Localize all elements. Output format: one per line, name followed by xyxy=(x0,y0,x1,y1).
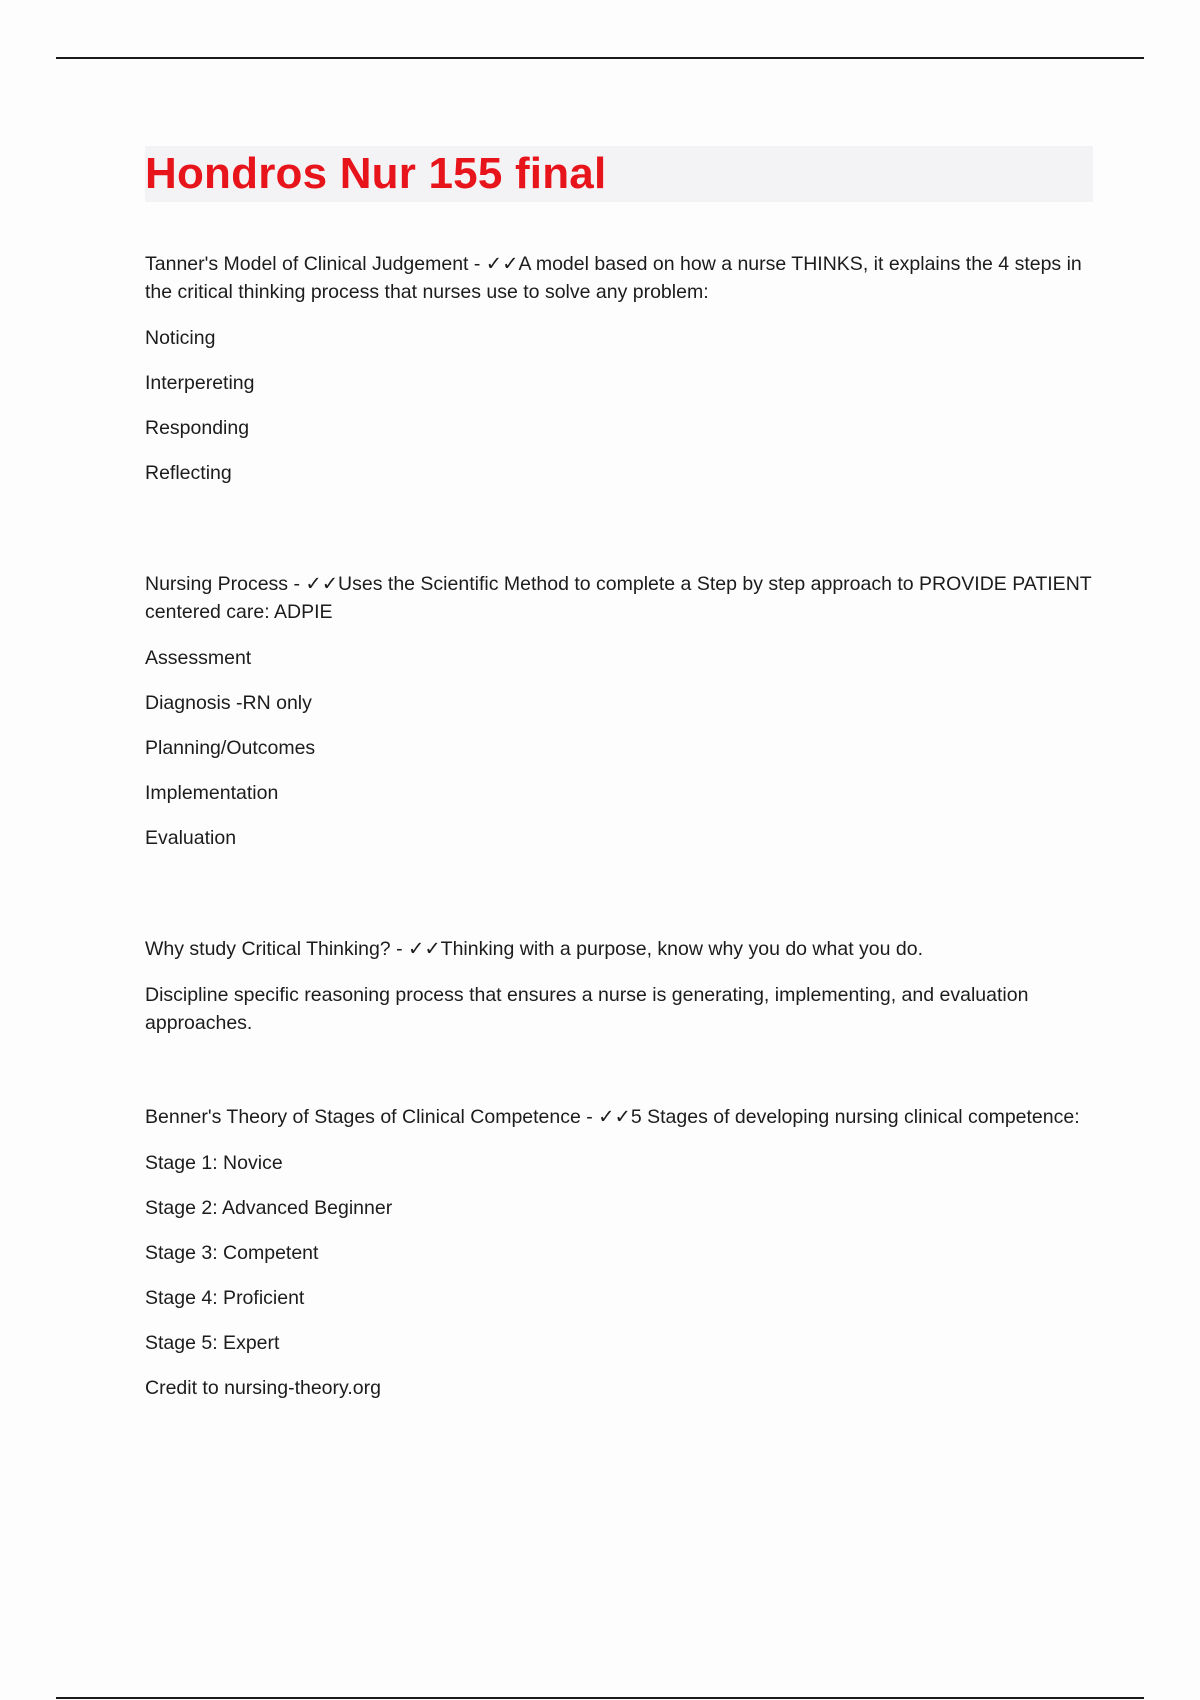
list-item: Interpereting xyxy=(145,372,255,394)
list-item: Noticing xyxy=(145,327,216,349)
list-item: Evaluation xyxy=(145,827,237,849)
section-description: Tanner's Model of Clinical Judgement - ✓✓A model based on how a nurse THINKS, it explains the 4 steps in the critical thinking process that nurses use to solve any problem: xyxy=(145,253,1082,303)
list-item: Stage 2: Advanced Beginner xyxy=(145,1197,393,1219)
list-item: Stage 1: Novice xyxy=(145,1152,283,1174)
credit-note: Credit to nursing-theory.org xyxy=(145,1377,381,1399)
title-banner xyxy=(145,146,1093,202)
list-item: Assessment xyxy=(145,647,252,669)
list-item: Stage 5: Expert xyxy=(145,1332,280,1354)
document-title: Hondros Nur 155 final xyxy=(145,149,607,198)
list-item: Responding xyxy=(145,417,250,439)
header-rule xyxy=(56,57,1144,59)
footer-rule xyxy=(56,1697,1144,1699)
list-item: Implementation xyxy=(145,782,279,804)
section-description: Why study Critical Thinking? - ✓✓Thinking with a purpose, know why you do what you do. xyxy=(145,938,924,960)
list-item: Diagnosis -RN only xyxy=(145,692,312,714)
section-tanners-model xyxy=(145,250,1093,504)
section-description: Benner's Theory of Stages of Clinical Competence - ✓✓5 Stages of developing nursing clinical competence: xyxy=(145,1106,1080,1128)
list-item: Stage 3: Competent xyxy=(145,1242,319,1264)
list-item: Planning/Outcomes xyxy=(145,737,316,759)
document-page xyxy=(145,146,1093,1419)
section-benners-theory xyxy=(145,1103,1093,1419)
section-critical-thinking xyxy=(145,935,1093,1037)
section-paragraph: Discipline specific reasoning process that ensures a nurse is generating, implementing, and evaluation approaches. xyxy=(145,984,1029,1034)
list-item: Stage 4: Proficient xyxy=(145,1287,305,1309)
list-item: Reflecting xyxy=(145,462,232,484)
section-nursing-process xyxy=(145,570,1093,869)
document-content xyxy=(145,250,1093,1419)
section-description: Nursing Process - ✓✓Uses the Scientific Method to complete a Step by step approach to PROVIDE PATIENT centered care: ADPIE xyxy=(145,573,1092,623)
